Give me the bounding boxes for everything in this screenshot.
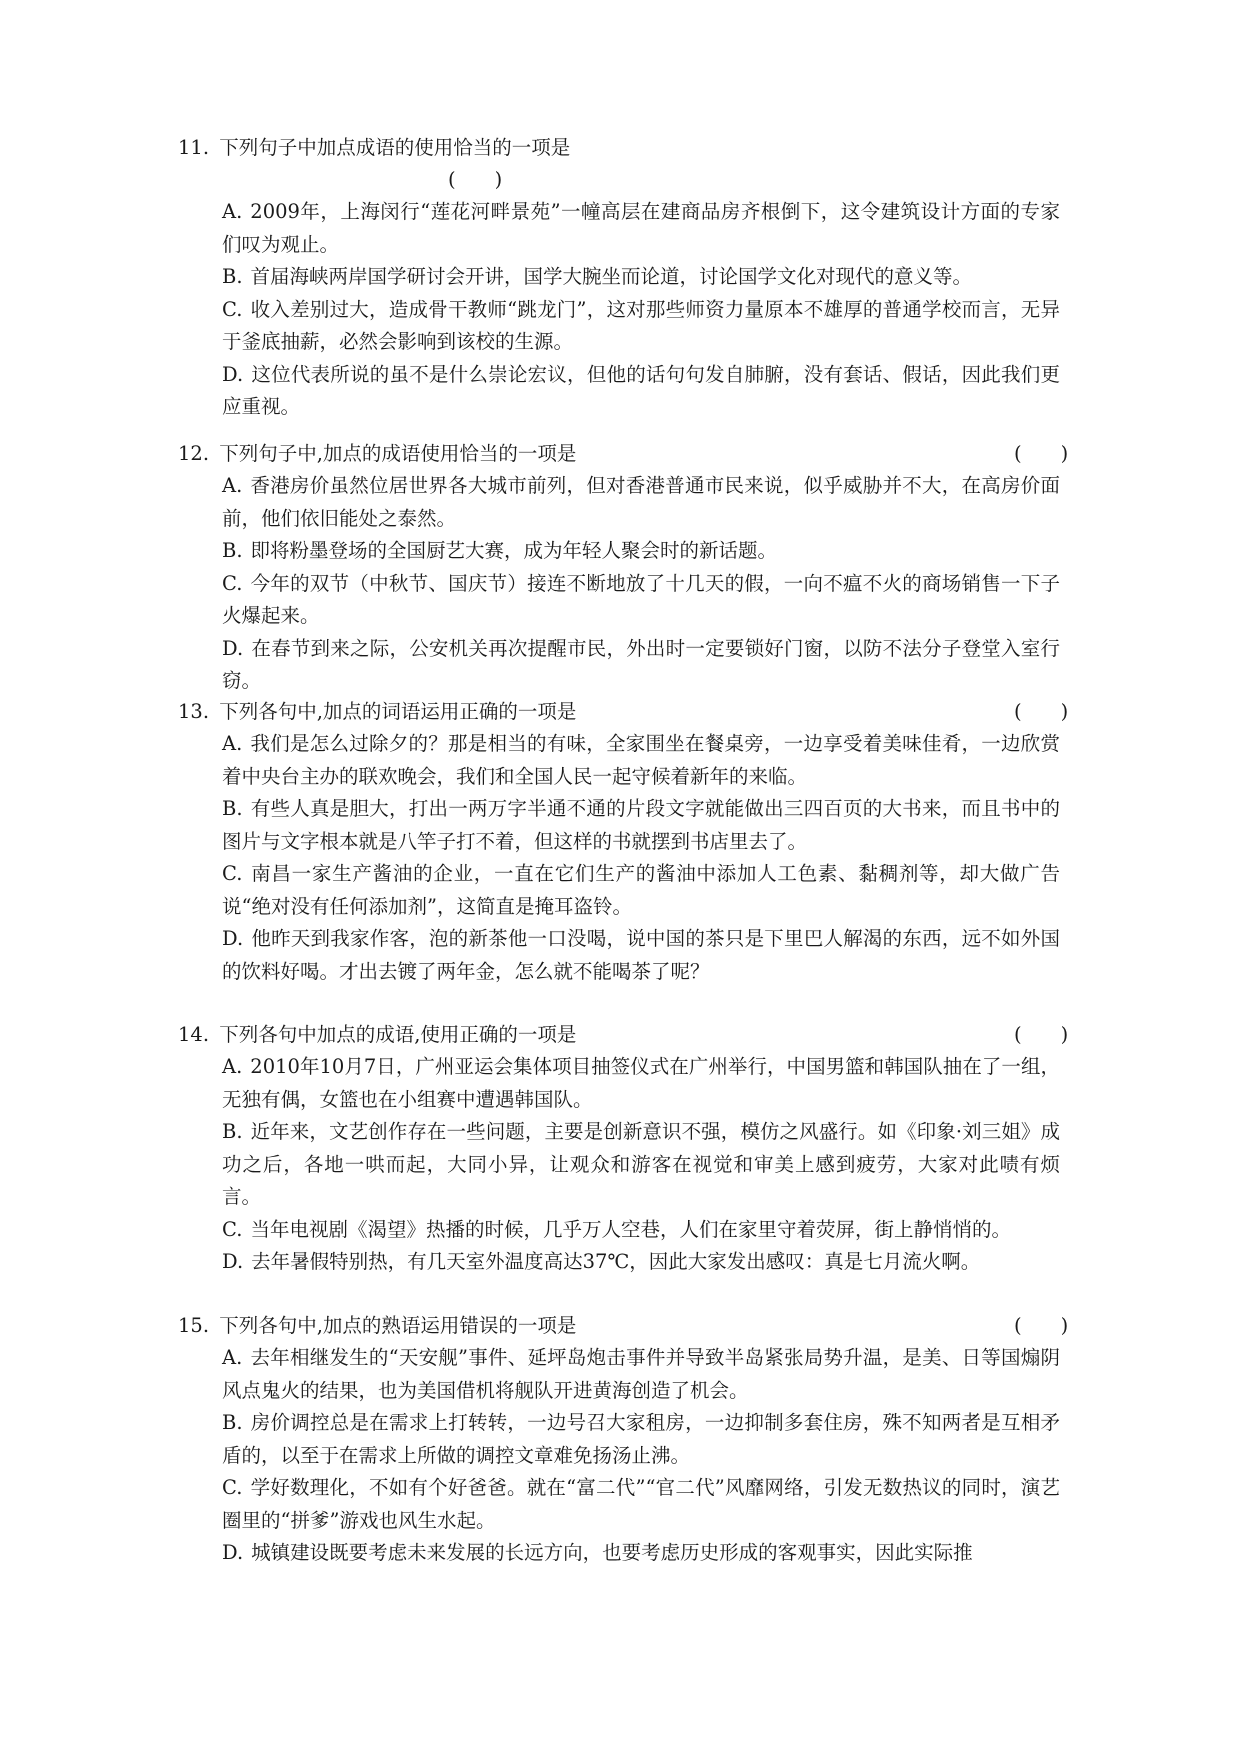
option-c — [222, 858, 1060, 923]
option-text: 城镇建设既要考虑未来发展的长远方向，也要考虑历史形成的客观事实，因此实际推 — [251, 1541, 973, 1564]
option-text: 南昌一家生产酱油的企业，一直在它们生产的酱油中添加人工色素、黏稠剂等，却大做广告说“绝对没有任何添加剂”，这简直是掩耳盗铃。 — [222, 862, 1060, 918]
option-text: 近年来，文艺创作存在一些问题，主要是创新意识不强，模仿之风盛行。如《印象·刘三姐》成功之后，各地一哄而起，大同小异，让观众和游客在视觉和审美上感到疲劳，大家对此啧有烦言。 — [222, 1120, 1060, 1208]
option-text: 有些人真是胆大，打出一两万字半通不通的片段文字就能做出三四百页的大书来，而且书中的图片与文字根本就是八竿子打不着，但这样的书就摆到书店里去了。 — [222, 797, 1060, 853]
option-letter: D. — [222, 927, 244, 950]
option-text: 即将粉墨登场的全国厨艺大赛，成为年轻人聚会时的新话题。 — [250, 539, 778, 562]
option-text: 当年电视剧《渴望》热播的时候，几乎万人空巷，人们在家里守着荧屏，街上静悄悄的。 — [250, 1217, 1011, 1241]
option-b — [222, 1407, 1060, 1472]
option-c — [222, 294, 1060, 359]
option-text: 我们是怎么过除夕的？那是相当的有味，全家围坐在餐桌旁，一边享受着美味佳肴，一边欣赏着中央台主办的联欢晚会，我们和全国人民一起守候着新年的来临。 — [222, 732, 1060, 788]
option-a — [222, 728, 1060, 793]
option-letter: A. — [222, 732, 243, 755]
question-number: 15. — [178, 1314, 210, 1337]
option-text: 香港房价虽然位居世界各大城市前列，但对香港普通市民来说，似乎威胁并不大，在高房价面前，他们依旧能处之泰然。 — [222, 474, 1060, 530]
option-text: 2010年10月7日，广州亚运会集体项目抽签仪式在广州举行，中国男篮和韩国队抽在了一组，无独有偶，女篮也在小组赛中遭遇韩国队。 — [222, 1055, 1060, 1111]
question-stem-line — [178, 132, 1078, 164]
option-letter: C. — [222, 571, 243, 595]
option-d — [222, 923, 1060, 988]
option-letter: C. — [222, 1217, 243, 1241]
question-12 — [178, 438, 1078, 698]
question-number: 14. — [178, 1023, 210, 1046]
answer-parentheses[interactable]: ( ) — [1014, 700, 1069, 723]
option-b — [222, 1116, 1060, 1214]
option-letter: A. — [222, 474, 243, 497]
option-c — [222, 1472, 1060, 1537]
option-letter: B. — [222, 1120, 243, 1143]
question-number: 12. — [178, 442, 210, 465]
answer-parentheses[interactable]: ( ) — [1014, 442, 1069, 465]
option-text: 去年暑假特别热，有几天室外温度高达37℃，因此大家发出感叹：真是七月流火啊。 — [251, 1250, 981, 1273]
option-c — [222, 568, 1060, 633]
option-text: 2009年，上海闵行“莲花河畔景苑”一幢高层在建商品房齐根倒下，这令建筑设计方面的专家们叹为观止。 — [222, 200, 1060, 256]
question-number: 11. — [178, 136, 210, 159]
option-letter: A. — [222, 1346, 243, 1369]
option-b — [222, 793, 1060, 858]
option-text: 首届海峡两岸国学研讨会开讲，国学大腕坐而论道，讨论国学文化对现代的意义等。 — [250, 265, 973, 288]
option-b — [222, 261, 1060, 294]
question-13 — [178, 696, 1078, 988]
option-text: 在春节到来之际，公安机关再次提醒市民，外出时一定要锁好门窗，以防不法分子登堂入室行窃。 — [222, 636, 1060, 692]
answer-parentheses[interactable]: ( ) — [1014, 1314, 1069, 1337]
option-letter: B. — [222, 797, 243, 820]
option-d — [222, 359, 1060, 424]
option-letter: D. — [222, 362, 244, 386]
question-stem-line — [178, 1019, 1078, 1051]
question-number: 13. — [178, 700, 210, 723]
option-text: 今年的双节（中秋节、国庆节）接连不断地放了十几天的假，一向不瘟不火的商场销售一下子火爆起来。 — [222, 571, 1060, 627]
option-letter: B. — [222, 1411, 243, 1434]
question-14 — [178, 1019, 1078, 1279]
answer-parentheses[interactable]: ( ) — [448, 168, 503, 191]
option-a — [222, 1342, 1060, 1407]
option-text: 房价调控总是在需求上打转转，一边号召大家租房，一边抑制多套住房，殊不知两者是互相矛盾的，以至于在需求上所做的调控文章难免扬汤止沸。 — [222, 1411, 1060, 1467]
option-a — [222, 470, 1060, 535]
option-letter: C. — [222, 862, 243, 885]
option-a — [222, 1051, 1060, 1116]
option-text: 这位代表所说的虽不是什么崇论宏议，但他的话句句发自肺腑，没有套话、假话，因此我们更应重视。 — [222, 362, 1060, 418]
answer-parentheses[interactable]: ( ) — [1014, 1023, 1069, 1046]
question-stem: 下列各句中加点的成语,使用正确的一项是 — [219, 1023, 577, 1046]
question-stem-line — [178, 1310, 1078, 1342]
option-letter: C. — [222, 1476, 243, 1499]
option-c — [222, 1214, 1060, 1247]
question-stem: 下列句子中,加点的成语使用恰当的一项是 — [219, 442, 577, 465]
question-stem: 下列各句中,加点的词语运用正确的一项是 — [219, 700, 577, 723]
option-b — [222, 535, 1060, 568]
option-d — [222, 1246, 1060, 1279]
option-a — [222, 196, 1060, 261]
option-letter: B. — [222, 539, 243, 562]
option-letter: A. — [222, 200, 243, 223]
option-letter: D. — [222, 636, 244, 660]
option-letter: C. — [222, 297, 243, 321]
option-d — [222, 1537, 1060, 1570]
question-stem-line — [178, 438, 1078, 470]
option-text: 去年相继发生的“天安舰”事件、延坪岛炮击事件并导致半岛紧张局势升温，是美、日等国煽阴风点鬼火的结果，也为美国借机将舰队开进黄海创造了机会。 — [222, 1346, 1060, 1402]
question-15 — [178, 1310, 1078, 1570]
option-text: 收入差别过大，造成骨干教师“跳龙门”，这对那些师资力量原本不雄厚的普通学校而言，无异于釜底抽薪，必然会影响到该校的生源。 — [222, 297, 1060, 353]
option-letter: A. — [222, 1055, 243, 1078]
option-letter: D. — [222, 1250, 244, 1273]
option-letter: D. — [222, 1541, 244, 1564]
option-text: 他昨天到我家作客，泡的新茶他一口没喝，说中国的茶只是下里巴人解渴的东西，远不如外国的饮料好喝。才出去镀了两年金，怎么就不能喝茶了呢？ — [222, 927, 1060, 983]
option-d — [222, 633, 1060, 698]
option-text: 学好数理化，不如有个好爸爸。就在“富二代”“官二代”风靡网络，引发无数热议的同时，演艺圈里的“拼爹”游戏也风生水起。 — [222, 1476, 1060, 1532]
option-letter: B. — [222, 265, 243, 288]
question-stem: 下列句子中加点成语的使用恰当的一项是 — [219, 136, 571, 159]
question-11 — [178, 132, 1078, 424]
question-stem-line — [178, 696, 1078, 728]
question-stem: 下列各句中,加点的熟语运用错误的一项是 — [219, 1314, 577, 1337]
